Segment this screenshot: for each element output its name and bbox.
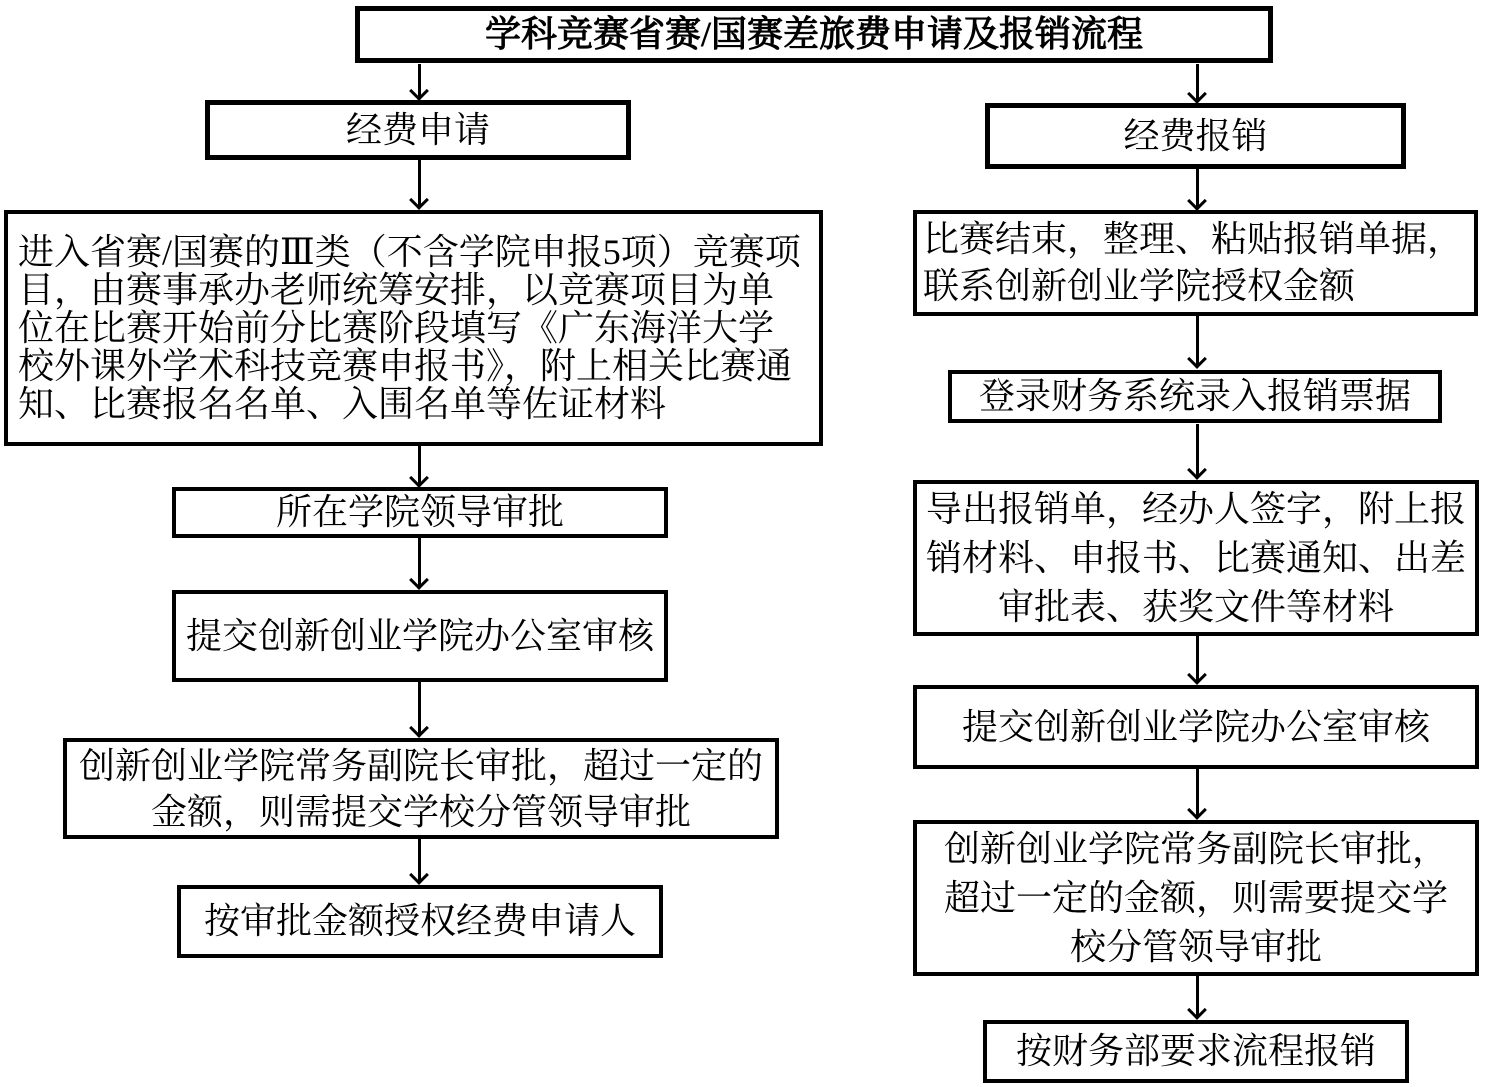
arrow-down-icon	[409, 446, 429, 487]
arrow-down-icon	[1187, 769, 1207, 819]
left-step-innovation-office-review: 提交创新创业学院办公室审核	[172, 590, 668, 682]
flowchart-title: 学科竞赛省赛/国赛差旅费申请及报销流程	[355, 6, 1273, 63]
right-step-vice-dean-approval: 创新创业学院常务副院长审批，超过一定的金额，则需要提交学校分管领导审批	[913, 820, 1479, 976]
arrow-down-icon	[409, 538, 429, 589]
arrow-down-icon	[1187, 169, 1207, 210]
right-column-header: 经费报销	[985, 103, 1406, 169]
arrow-down-icon	[1187, 424, 1207, 479]
right-step-finance-system-entry: 登录财务系统录入报销票据	[948, 370, 1442, 423]
arrow-down-icon	[409, 839, 429, 884]
arrow-down-icon	[1187, 64, 1207, 103]
right-step-innovation-office-review: 提交创新创业学院办公室审核	[913, 685, 1479, 769]
left-column-header: 经费申请	[205, 100, 631, 160]
right-step-collect-receipts: 比赛结束，整理、粘贴报销单据，联系创新创业学院授权金额	[913, 210, 1478, 316]
arrow-down-icon	[1187, 316, 1207, 368]
arrow-down-icon	[409, 64, 429, 100]
arrow-down-icon	[409, 160, 429, 209]
arrow-down-icon	[1187, 636, 1207, 684]
right-step-export-reimbursement-form: 导出报销单，经办人签字，附上报销材料、申报书、比赛通知、出差审批表、获奖文件等材料	[913, 480, 1479, 636]
left-step-application-materials: 进入省赛/国赛的Ⅲ类（不含学院申报5项）竞赛项目，由赛事承办老师统筹安排，以竞赛项目为单位在比赛开始前分比赛阶段填写《广东海洋大学校外课外学术科技竞赛申报书》，附上相关比赛通知、比赛报名名单、入围名单等佐证材料	[4, 210, 823, 446]
arrow-down-icon	[409, 682, 429, 737]
arrow-down-icon	[1187, 976, 1207, 1019]
left-step-authorize-applicant: 按审批金额授权经费申请人	[177, 885, 663, 958]
right-step-finance-dept-process: 按财务部要求流程报销	[983, 1020, 1409, 1083]
left-step-college-leader-approval: 所在学院领导审批	[172, 487, 668, 538]
left-step-vice-dean-approval: 创新创业学院常务副院长审批，超过一定的金额，则需提交学校分管领导审批	[63, 738, 779, 839]
